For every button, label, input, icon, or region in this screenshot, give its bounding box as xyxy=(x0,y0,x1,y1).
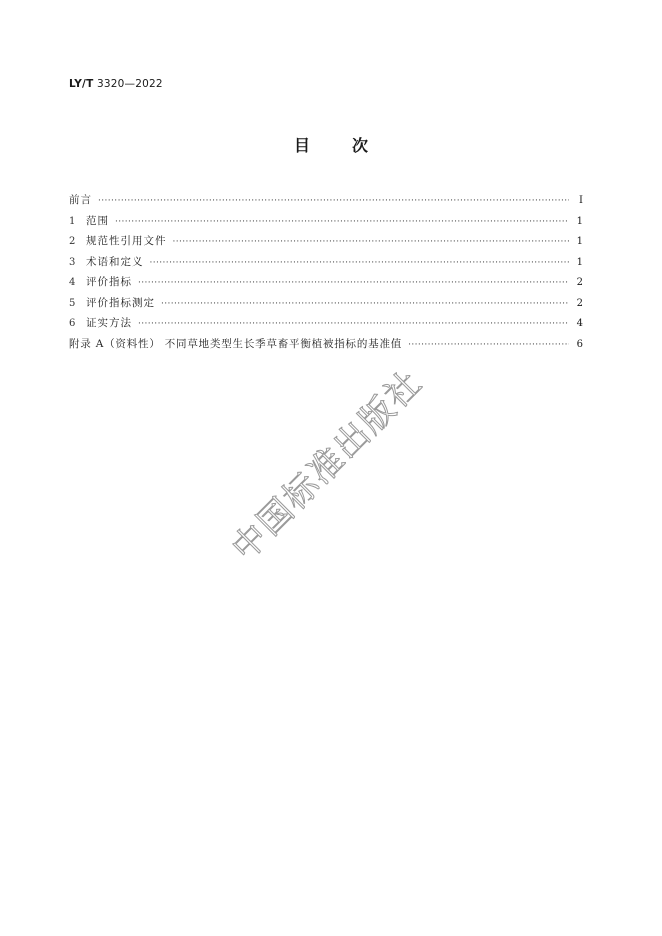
toc-leader-dots xyxy=(408,335,569,356)
standard-number: 3320—2022 xyxy=(97,78,163,90)
toc-entry-verification-methods[interactable] xyxy=(69,313,583,334)
toc-title-char-2: 次 xyxy=(352,136,369,155)
toc-leader-dots xyxy=(115,212,569,233)
toc-title-char-1: 目 xyxy=(293,136,310,155)
toc-entry-foreword[interactable] xyxy=(69,190,583,211)
standard-code: LY/T xyxy=(69,78,94,90)
toc-entry-page: 2 xyxy=(576,277,583,288)
toc-entry-page: 2 xyxy=(576,297,583,309)
toc-leader-dots xyxy=(161,294,569,315)
toc-entry-evaluation-indicators[interactable] xyxy=(69,272,583,293)
toc-entry-page: Ⅰ xyxy=(579,195,583,206)
toc-entry-number: 5 xyxy=(69,297,76,309)
toc-entry-page: 6 xyxy=(576,338,583,350)
toc-entry-label: 前言 xyxy=(69,194,92,206)
toc-entry-annex-a[interactable] xyxy=(69,334,583,355)
table-of-contents xyxy=(69,190,583,354)
toc-entry-label: 附录 A（资料性） 不同草地类型生长季草畜平衡植被指标的基准值 xyxy=(69,337,403,350)
toc-entry-indicator-measurement[interactable] xyxy=(69,293,583,314)
toc-entry-page: 1 xyxy=(576,236,583,247)
page-header xyxy=(69,78,163,90)
toc-entry-label: 术语和定义 xyxy=(86,255,144,268)
toc-entry-number: 3 xyxy=(69,256,76,268)
publisher-watermark: 中国标准出版社 xyxy=(224,362,431,569)
toc-entry-label: 评价指标测定 xyxy=(86,296,155,309)
toc-entry-number: 4 xyxy=(69,277,76,288)
toc-entry-label: 评价指标 xyxy=(86,276,132,288)
toc-entry-number: 1 xyxy=(69,215,76,227)
toc-leader-dots xyxy=(138,273,569,294)
toc-entry-terms-definitions[interactable] xyxy=(69,252,583,273)
toc-leader-dots xyxy=(150,253,570,274)
toc-leader-dots xyxy=(138,314,569,335)
toc-entry-label: 规范性引用文件 xyxy=(86,235,167,247)
toc-entry-label: 证实方法 xyxy=(86,317,132,329)
toc-leader-dots xyxy=(98,191,569,212)
toc-entry-scope[interactable] xyxy=(69,211,583,232)
toc-entry-normative-references[interactable] xyxy=(69,231,583,252)
toc-entry-number: 2 xyxy=(69,236,76,247)
toc-entry-page: 1 xyxy=(576,215,583,227)
toc-leader-dots xyxy=(173,232,570,253)
toc-title xyxy=(0,133,662,156)
toc-entry-page: 1 xyxy=(576,256,583,268)
toc-entry-page: 4 xyxy=(576,318,583,329)
toc-entry-label: 范围 xyxy=(86,214,109,227)
toc-entry-number: 6 xyxy=(69,318,76,329)
